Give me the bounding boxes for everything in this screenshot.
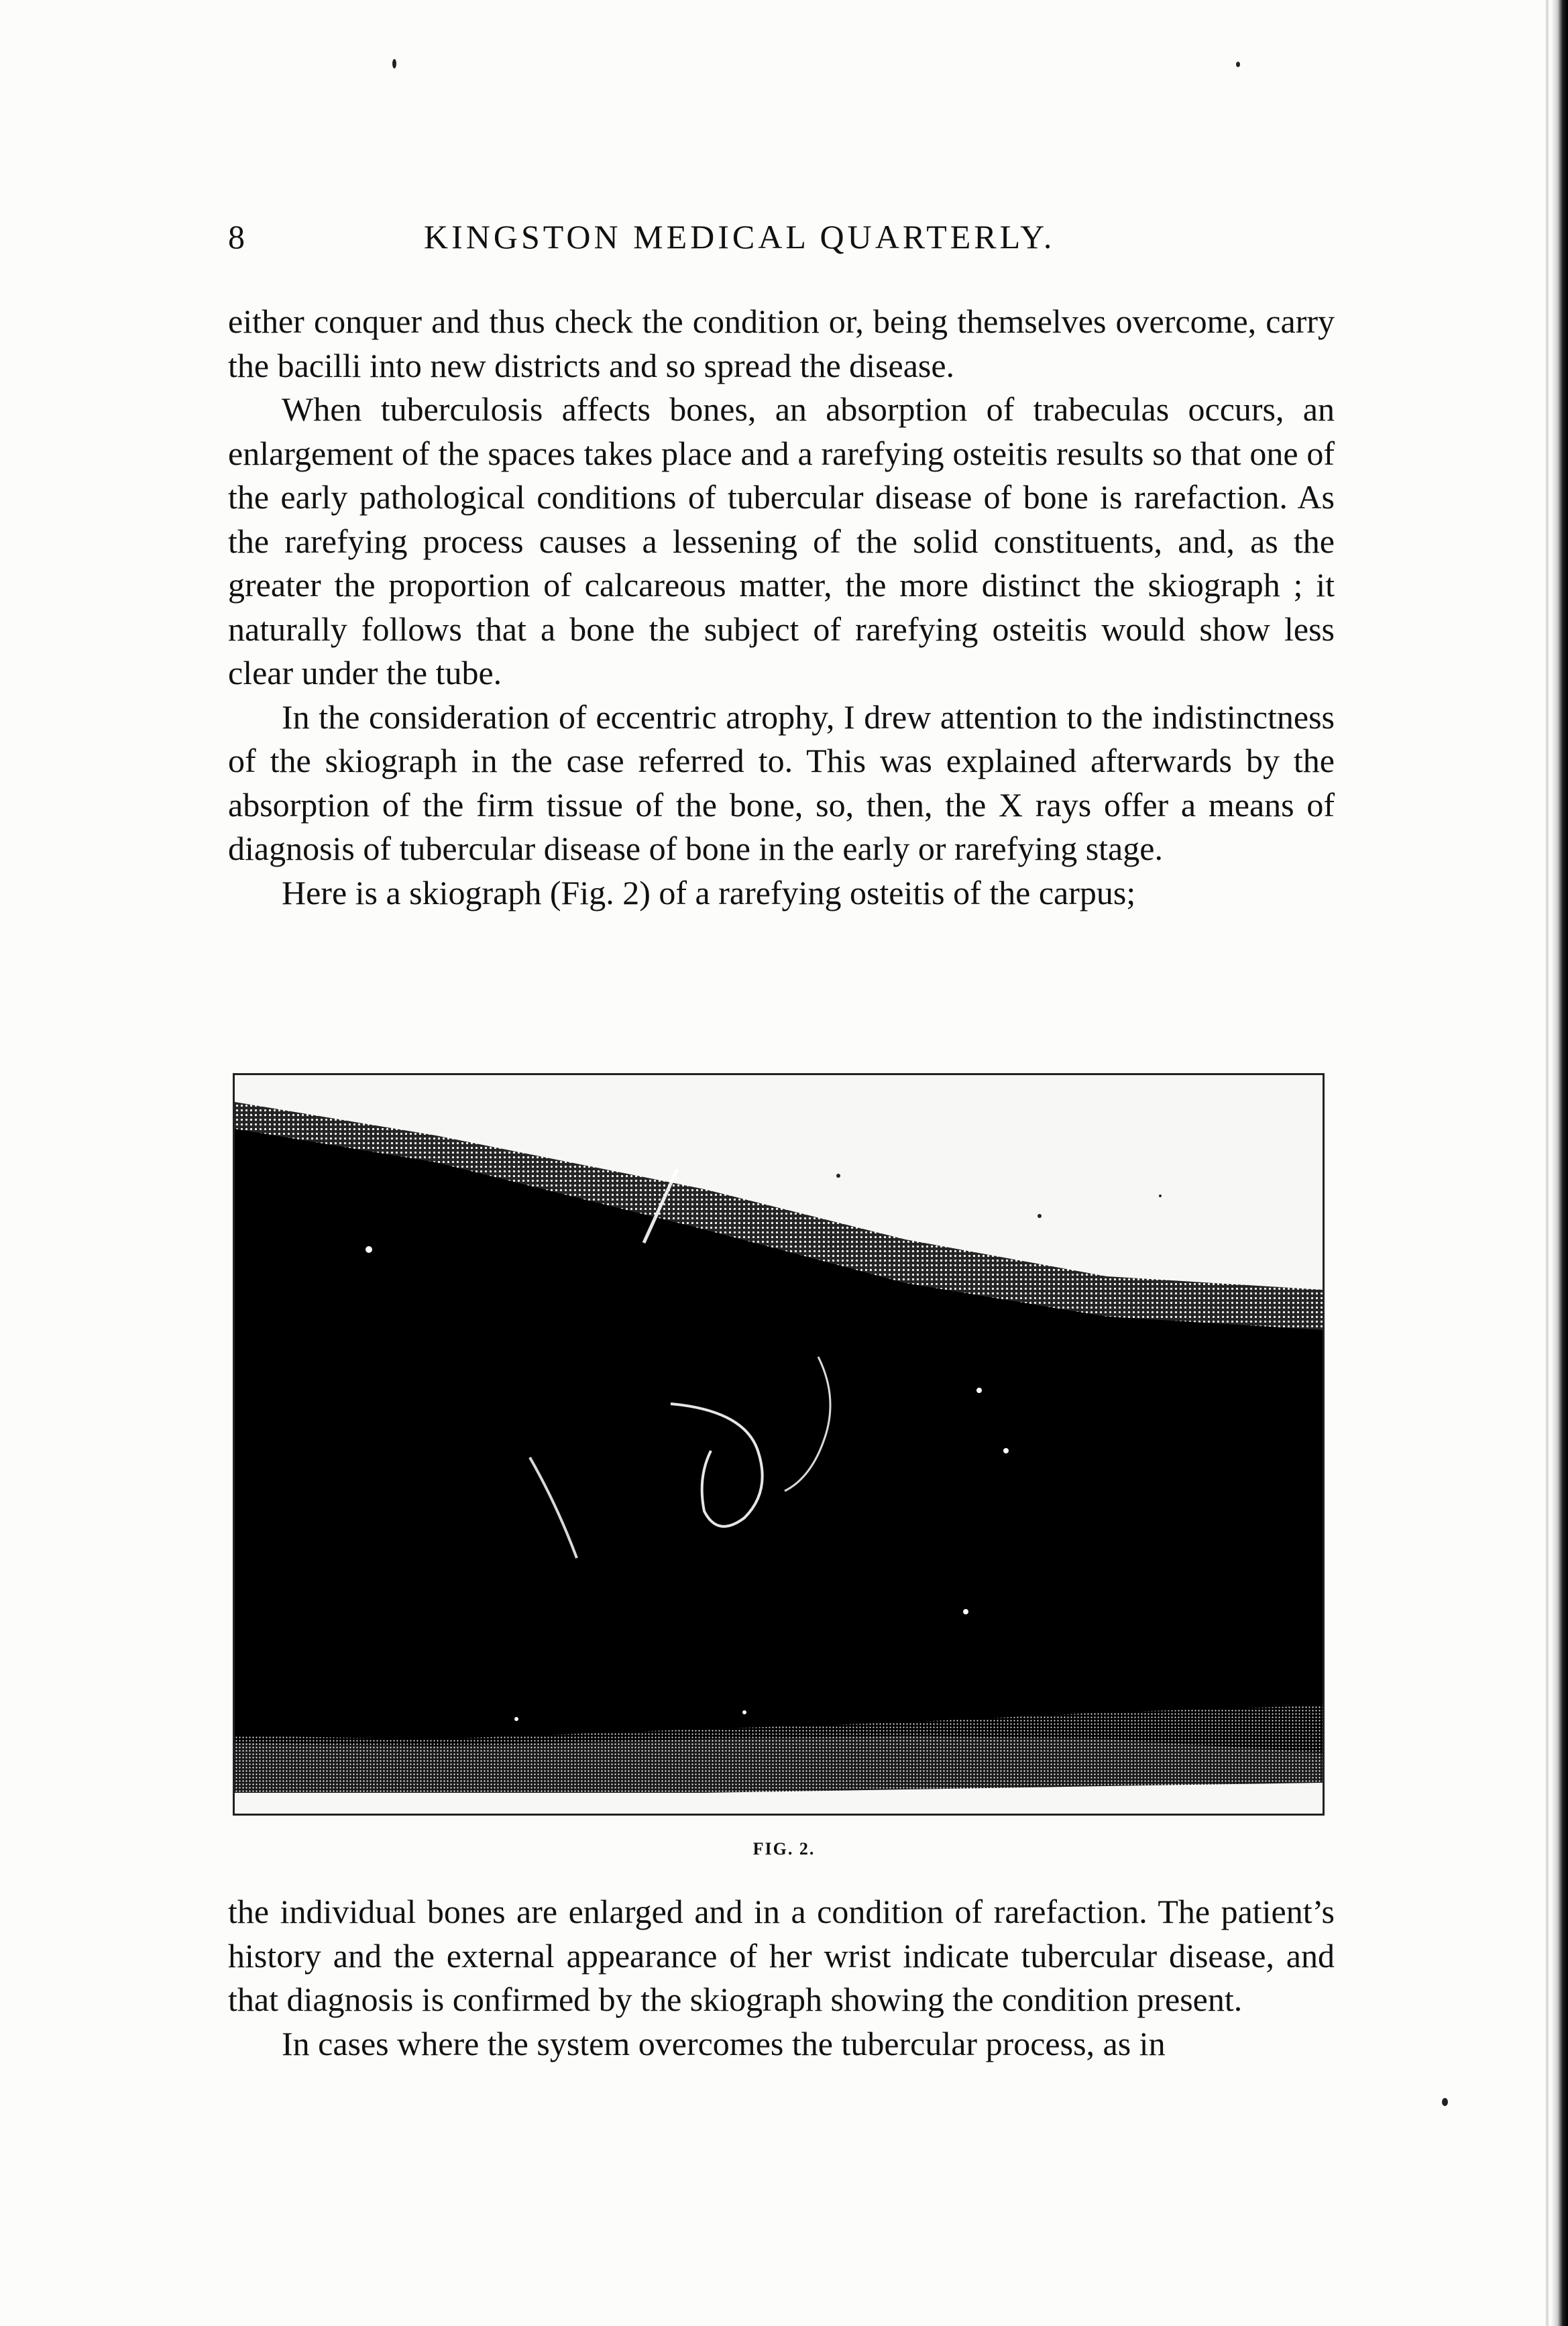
scan-speck [1236,62,1240,67]
body-text-top [228,300,1335,915]
journal-title: KINGSTON MEDICAL QUARTERLY. [424,218,1056,256]
page-number: 8 [228,218,248,256]
book-edge-line [1545,0,1549,2326]
paragraph: In cases where the system overcomes the tubercular process, as in [282,2024,1166,2062]
scan-speck [392,59,396,68]
running-head [228,213,1335,260]
paragraph: Here is a skiograph (Fig. 2) of a rarefying osteitis of the carpus; [282,873,1136,911]
skiograph-image [235,1075,1323,1814]
body-text-bottom [228,1890,1335,2066]
paragraph: When tuberculosis affects bones, an absorption of trabeculas occurs, an enlargement of the spaces takes place and a rarefying osteitis results so that one of the early pathological conditions of tubercular disease of bone is rarefaction. As the rarefying process causes a lessening of the solid constituents, and, as the greater the proportion of calcareous matter, the more distinct the skiograph ; it naturally follows that a bone the subject of rarefying osteitis would show less clear under the tube. [228,390,1335,691]
scan-speck [1442,2098,1448,2106]
figure-caption: FIG. 2. [752,1839,816,1859]
paragraph: either conquer and thus check the condition or, being themselves overcome, carry the bacilli into new districts and so spread the disease. [228,302,1335,384]
skiograph-figure [233,1073,1325,1816]
paragraph: the individual bones are enlarged and in a condition of rarefaction. The patient’s history and the external appearance of her wrist indicate tubercular disease, and that diagnosis is confirmed by the skiograph showing the condition present. [228,1893,1335,2018]
paragraph: In the consideration of eccentric atrophy, I drew attention to the indistinctness of the skiograph in the case referred to. This was explained afterwards by the absorption of the firm tissue of the bone, so, then, the X rays offer a means of diagnosis of tubercular disease of bone in the early or rarefying stage. [228,698,1335,867]
book-edge-shadow [1551,0,1568,2326]
